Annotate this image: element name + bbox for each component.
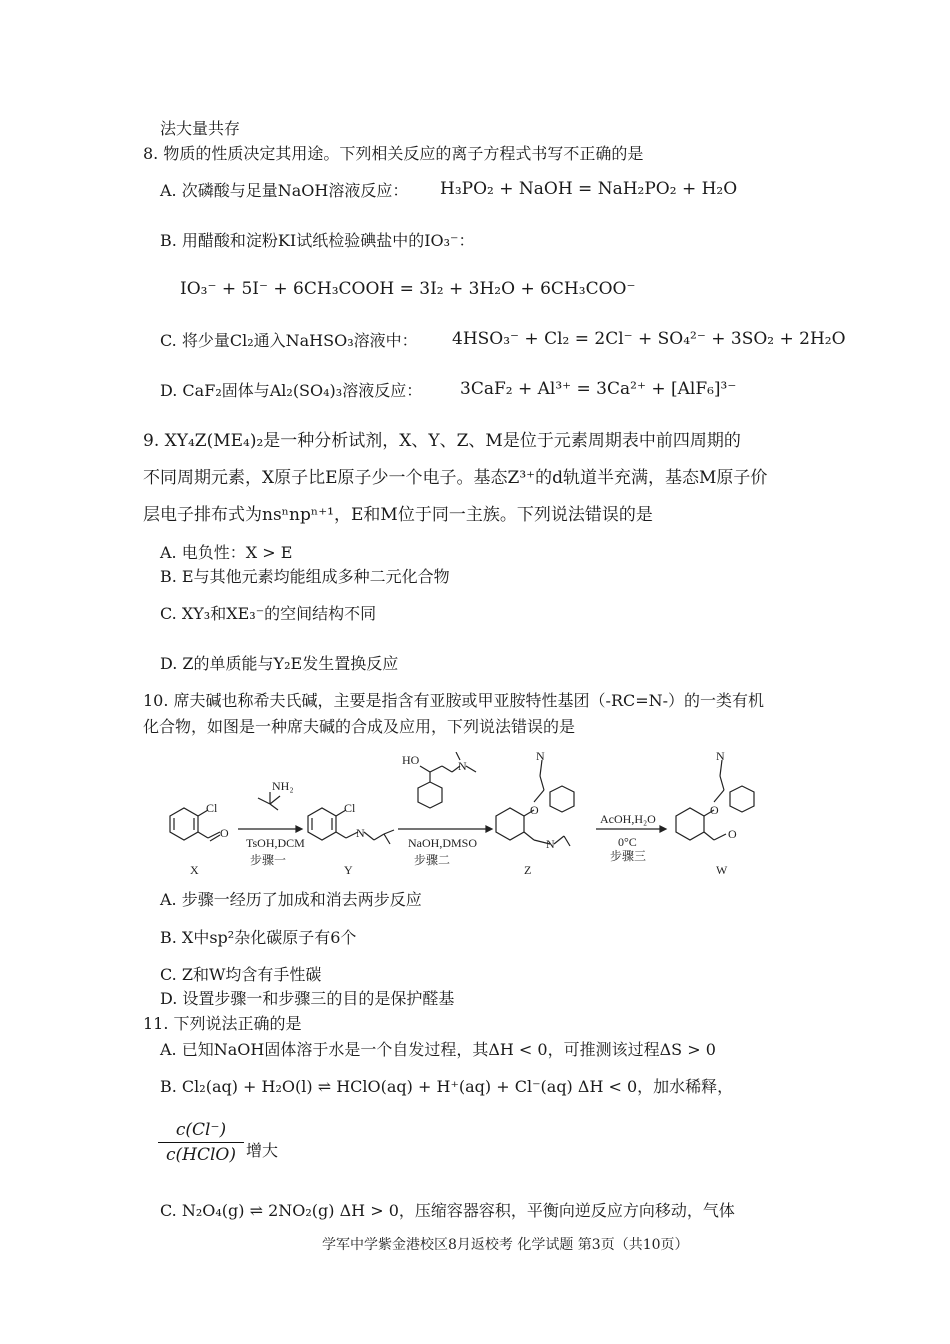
reagent-benzene-ring [418, 782, 442, 808]
q10-option-b: B. X中sp²杂化碳原子有6个 [160, 928, 357, 947]
fraction-denominator: c(HClO) [166, 1145, 236, 1165]
schiff-base-scheme [150, 752, 790, 882]
question-9-line-2: 不同周期元素，X原子比E原子少一个电子。基态Z³⁺的d轨道半充满，基态M原子价 [143, 468, 768, 488]
fraction-trailing-text: 增大 [246, 1141, 279, 1160]
z-benzene-ring [496, 808, 524, 840]
q8-option-a-text: A. 次磷酸与足量NaOH溶液反应： [160, 181, 409, 200]
z-phenyl-ring [550, 786, 574, 812]
q8-option-b-text: B. 用醋酸和淀粉KI试纸检验碘盐中的IO₃⁻： [160, 231, 475, 250]
q10-option-a: A. 步骤一经历了加成和消去两步反应 [160, 890, 422, 909]
q8-option-d-text: D. CaF₂固体与Al₂(SO₄)₃溶液反应： [160, 381, 423, 400]
question-11-stem: 11. 下列说法正确的是 [143, 1014, 302, 1033]
compound-y-label: Y [344, 863, 353, 877]
z-amine-nitrogen-label: N [536, 752, 545, 763]
q8-option-c-text: C. 将少量Cl₂通入NaHSO₃溶液中： [160, 331, 418, 350]
question-8-stem: 8. 物质的性质决定其用途。下列相关反应的离子方程式书写不正确的是 [143, 144, 644, 163]
arrow-3-head [660, 826, 666, 832]
q11-option-b: B. Cl₂(aq) + H₂O(l) ⇌ HClO(aq) + H⁺(aq) + Cl⁻(aq) ΔH < 0，加水稀释， [160, 1077, 734, 1096]
q8-option-a-equation: H₃PO₂ + NaOH = NaH₂PO₂ + H₂O [440, 179, 738, 199]
q10-option-d: D. 设置步骤一和步骤三的目的是保护醛基 [160, 989, 455, 1008]
reagent-3a-label: AcOH,H₂O [600, 812, 656, 826]
q8-option-b-equation: IO₃⁻ + 5I⁻ + 6CH₃COOH = 3I₂ + 3H₂O + 6CH₃COO⁻ [180, 279, 636, 299]
x-oxygen-label: O [220, 826, 229, 840]
w-amine-nitrogen-label: N [716, 752, 725, 763]
q11-option-c: C. N₂O₄(g) ⇌ 2NO₂(g) ΔH > 0，压缩容器容积，平衡向逆反应方向移动，气体 [160, 1201, 735, 1220]
q8-option-d-equation: 3CaF₂ + Al³⁺ = 3Ca²⁺ + [AlF₆]³⁻ [460, 379, 737, 399]
w-aldehyde-oxygen-label: O [728, 827, 737, 841]
y-chlorine-label: Cl [344, 801, 356, 815]
y-nitrogen-label: N [356, 826, 365, 840]
arrow-2-head [486, 826, 492, 832]
question-10-line-2: 化合物，如图是一种席夫碱的合成及应用，下列说法错误的是 [143, 717, 576, 736]
fraction-bar [158, 1142, 244, 1143]
w-phenyl-ring [730, 786, 754, 812]
w-benzene-ring [676, 808, 704, 840]
question-9-line-1: 9. XY₄Z(ME₄)₂是一种分析试剂，X、Y、Z、M是位于元素周期表中前四周期的 [143, 431, 741, 451]
compound-w-label: W [716, 863, 728, 877]
step-2-label: 步骤二 [414, 853, 451, 867]
q9-option-b: B. E与其他元素均能组成多种二元化合物 [160, 567, 450, 586]
compound-z-label: Z [524, 863, 532, 877]
reagent-3b-label: 0°C [618, 835, 637, 849]
step-1-label: 步骤一 [250, 853, 287, 867]
question-9-line-3: 层电子排布式为nsⁿnpⁿ⁺¹，E和M位于同一主族。下列说法错误的是 [143, 505, 653, 525]
fraction-numerator: c(Cl⁻) [175, 1120, 227, 1140]
q8-option-c-equation: 4HSO₃⁻ + Cl₂ = 2Cl⁻ + SO₄²⁻ + 3SO₂ + 2H₂O [452, 329, 846, 349]
reagent-hydroxyl-label: HO [402, 753, 420, 767]
q9-option-a: A. 电负性：X > E [160, 543, 293, 562]
reagent-1-label: TsOH,DCM [246, 836, 305, 850]
page-footer: 学军中学紫金港校区8月返校考 化学试题 第3页（共10页） [322, 1237, 689, 1253]
w-oxygen-label: O [710, 803, 719, 817]
q10-option-c: C. Z和W均含有手性碳 [160, 965, 322, 984]
amine-label: NH₂ [272, 779, 294, 793]
z-nitrogen-label: N [546, 837, 555, 851]
question-10-line-1: 10. 席夫碱也称希夫氏碱，主要是指含有亚胺或甲亚胺特性基团（-RC=N-）的一类有机 [143, 691, 765, 710]
reagent-nitrogen-label: N [458, 759, 467, 773]
x-chlorine-label: Cl [206, 801, 218, 815]
reagent-2-label: NaOH,DMSO [408, 836, 477, 850]
compound-x-label: X [190, 863, 199, 877]
step-3-label: 步骤三 [610, 849, 647, 863]
z-oxygen-label: O [530, 803, 539, 817]
concentration-ratio-fraction [158, 1120, 244, 1165]
q9-option-d: D. Z的单质能与Y₂E发生置换反应 [160, 654, 399, 673]
q9-option-c: C. XY₃和XE₃⁻的空间结构不同 [160, 604, 377, 623]
q11-option-a: A. 已知NaOH固体溶于水是一个自发过程，其ΔH < 0，可推测该过程ΔS > 0 [160, 1040, 716, 1059]
arrow-1-head [296, 826, 302, 832]
continuation-text: 法大量共存 [160, 119, 241, 138]
